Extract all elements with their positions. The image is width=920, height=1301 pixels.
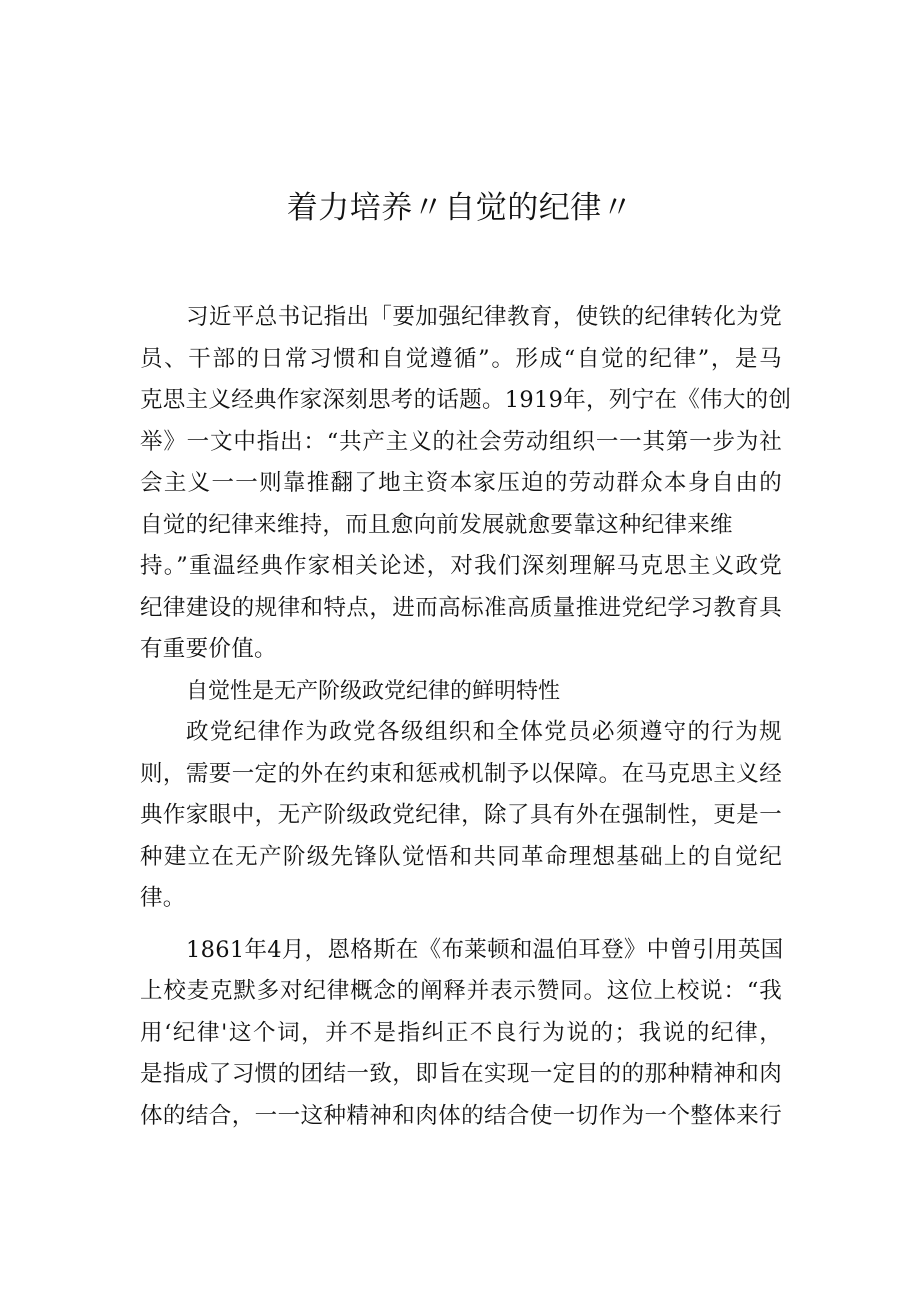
paragraph-line: 习近平总书记指出「要加强纪律教育，使铁的纪律转化为党 — [186, 304, 782, 330]
paragraph-line: 是指成了习惯的团结一致，即旨在实现一定目的的那种精神和肉 — [140, 1061, 782, 1087]
paragraph-line: 纪律建设的规律和特点，进而高标准高质量推进党纪学习教育具 — [140, 594, 782, 621]
document-title: 着力培养〃自觉的纪律〃 — [286, 190, 634, 226]
paragraph-line: 自觉的纪律来维持，而且愈向前发展就愈要靠这种纪律来维 — [140, 511, 733, 538]
paragraph-line: 典作家眼中，无产阶级政党纪律，除了具有外在强制性，更是一 — [140, 802, 782, 828]
paragraph-line: 则，需要一定的外在约束和惩戒机制予以保障。在马克思主义经 — [140, 760, 782, 787]
paragraph-line: 1861年4月，恩格斯在《布莱顿和温伯耳登》中曾引用英国 — [186, 936, 784, 963]
paragraph-spacer — [140, 920, 782, 930]
paragraph-line: 体的结合，一一这种精神和肉体的结合使一切作为一个整体来行 — [140, 1102, 782, 1129]
paragraph-line: 持。”重温经典作家相关论述，对我们深刻理解马克思主义政党 — [140, 553, 782, 579]
paragraph-line: 种建立在无产阶级先锋队觉悟和共同革命理想基础上的自觉纪 — [140, 843, 782, 870]
section-heading: 自觉性是无产阶级政党纪律的鲜明特性 — [186, 678, 561, 704]
paragraph-line: 员、干部的日常习惯和自觉遵循”。形成“自觉的纪律”，是马 — [140, 345, 782, 372]
document-body — [140, 297, 792, 1137]
paragraph-line: 会主义一一则靠推翻了地主资本家压迫的劳动群众本身自由的 — [140, 470, 782, 496]
paragraph-2 — [140, 712, 782, 920]
paragraph-line: 用‘纪律'这个词，并不是指纠正不良行为说的；我说的纪律， — [140, 1019, 782, 1046]
paragraph-line: 上校麦克默多对纪律概念的阐释并表示赞同。这位上校说：“我 — [140, 978, 782, 1004]
paragraph-line: 政党纪律作为政党各级组织和全体党员必须遵守的行为规 — [186, 719, 782, 745]
paragraph-line: 有重要价值。 — [140, 636, 277, 662]
paragraph-line: 举》一文中指出：“共产主义的社会劳动组织一一其第一步为社 — [140, 428, 782, 455]
paragraph-1 — [140, 297, 792, 671]
paragraph-line: 律。 — [140, 885, 186, 911]
paragraph-3 — [140, 930, 782, 1138]
paragraph-line: 克思主义经典作家深刻思考的话题。1919年，列宁在《伟大的创 — [140, 387, 792, 413]
